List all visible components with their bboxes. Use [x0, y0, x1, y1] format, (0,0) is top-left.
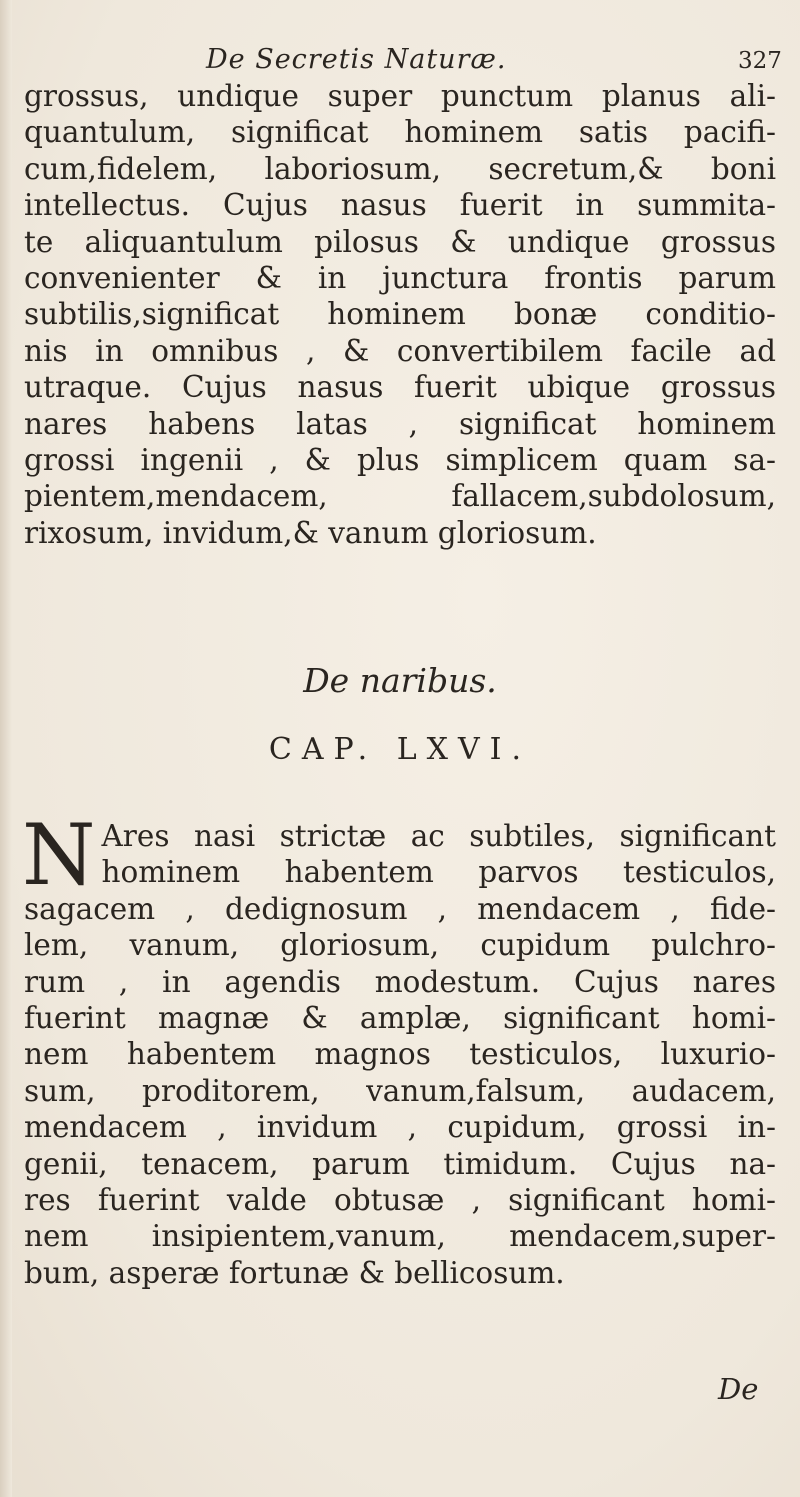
- text-line: bum, asperæ fortunæ & bellicosum.: [24, 1255, 565, 1290]
- text-line: grossi ingenii , & plus simplicem quam sa-: [24, 442, 776, 477]
- text-line: res fuerint valde obtusæ , significant homi-: [24, 1182, 776, 1217]
- text-line: lem, vanum, gloriosum, cupidum pulchro-: [24, 928, 776, 963]
- chapter-label: CAP. LXVI.: [268, 732, 532, 767]
- running-title: De Secretis Naturæ.: [206, 44, 507, 75]
- drop-cap: N: [22, 806, 96, 904]
- text-line: te aliquantulum pilosus & undique grossus: [24, 224, 776, 259]
- text-line: utraque. Cujus nasus fuerit ubique grossus: [24, 370, 776, 405]
- text-line: pientem,mendacem, fallacem,subdolosum,: [24, 479, 776, 514]
- text-line: cum,fidelem, laboriosum, secretum,& boni: [24, 151, 776, 186]
- text-line: nares habens latas , significat hominem: [24, 406, 776, 441]
- text-line: quantulum, significat hominem satis pacifi-: [24, 115, 776, 150]
- page-number: 327: [738, 48, 782, 74]
- section-title: De naribus.: [303, 661, 497, 700]
- text-line: rum , in agendis modestum. Cujus nares: [24, 964, 776, 999]
- paragraph-nostrils: [22, 806, 776, 1291]
- text-line: intellectus. Cujus nasus fuerit in summita-: [24, 188, 776, 223]
- paragraph-nose: [24, 78, 776, 551]
- text-line: fuerint magnæ & amplæ, significant homi-: [24, 1000, 776, 1035]
- catchword: De: [718, 1372, 759, 1406]
- text-line: nem insipientem,vanum, mendacem,super-: [24, 1219, 776, 1254]
- text-line: sagacem , dedignosum , mendacem , fide-: [24, 891, 776, 926]
- text-line: mendacem , invidum , cupidum, grossi in-: [24, 1110, 776, 1145]
- text-line: sum, proditorem, vanum,falsum, audacem,: [24, 1073, 776, 1108]
- text-line: hominem habentem parvos testiculos,: [101, 855, 776, 890]
- text-line: rixosum, invidum,& vanum gloriosum.: [24, 515, 597, 550]
- text-line: Ares nasi strictæ ac subtiles, significant: [101, 819, 776, 853]
- text-line: grossus, undique super punctum planus ali-: [24, 79, 776, 113]
- text-line: genii, tenacem, parum timidum. Cujus na-: [24, 1146, 776, 1181]
- text-line: subtilis,significat hominem bonæ conditio-: [24, 297, 776, 332]
- text-line: nem habentem magnos testiculos, luxurio-: [24, 1037, 776, 1072]
- text-line: nis in omnibus , & convertibilem facile ad: [24, 333, 776, 368]
- text-line: convenienter & in junctura frontis parum: [24, 260, 776, 295]
